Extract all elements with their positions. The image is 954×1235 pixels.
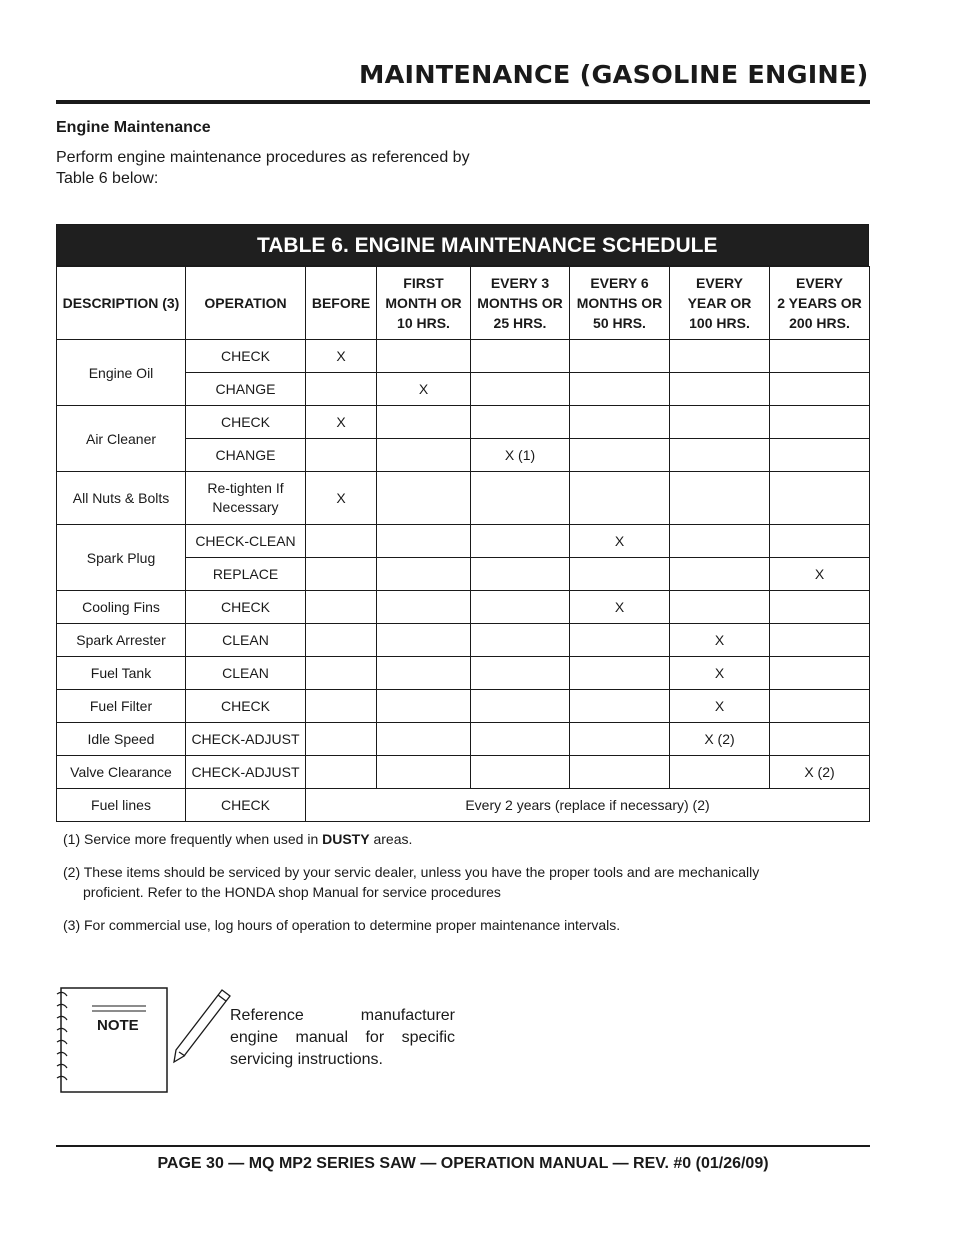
operation-cell [186,789,306,822]
interval-cell [570,723,670,756]
maintenance-table [56,224,869,822]
table-row [57,591,870,624]
interval-cell [670,756,770,789]
interval-cell [670,525,770,558]
interval-cell [377,591,471,624]
operation-line: CHANGE [215,381,276,397]
interval-cell [377,690,471,723]
interval-cell [306,591,377,624]
footnotes [63,829,823,948]
operation-cell [186,439,306,472]
interval-cell [306,525,377,558]
operation-cell [186,340,306,373]
interval-cell: X (2) [770,756,870,789]
interval-cell [570,690,670,723]
interval-cell [377,406,471,439]
operation-cell [186,756,306,789]
interval-cell [670,558,770,591]
note-notebook-icon [56,986,167,1092]
interval-cell [306,373,377,406]
interval-cell [306,690,377,723]
note-label: NOTE [97,1017,139,1034]
column-header-line: 25 HRS. [493,315,547,331]
description-cell: Fuel Tank [57,657,186,690]
interval-cell [770,472,870,525]
interval-cell [670,472,770,525]
table-body [57,340,870,822]
column-header [670,267,770,340]
table-caption: TABLE 6. ENGINE MAINTENANCE SCHEDULE [56,224,869,266]
interval-cell: X [377,373,471,406]
column-header-line: DESCRIPTION (3) [62,295,180,311]
interval-cell [570,340,670,373]
interval-cell: X [570,591,670,624]
operation-line: REPLACE [212,566,279,582]
interval-cell [306,439,377,472]
title-divider [56,100,870,104]
column-header-line: FIRST [403,275,444,291]
interval-cell [471,525,570,558]
interval-cell: X [570,525,670,558]
column-header-line: MONTHS OR [477,295,563,311]
interval-cell [670,406,770,439]
column-header [377,267,471,340]
table-row [57,472,870,525]
operation-line: CHECK [220,698,270,714]
interval-cell [471,657,570,690]
table-row [57,525,870,558]
column-header-line: EVERY 3 [490,275,550,291]
interval-cell [377,340,471,373]
table-row [57,690,870,723]
interval-cell [471,558,570,591]
interval-cell [770,624,870,657]
interval-cell [471,591,570,624]
interval-cell [570,406,670,439]
interval-cell: X [770,558,870,591]
maintenance-schedule-table [56,266,870,822]
interval-cell [377,723,471,756]
operation-cell [186,690,306,723]
interval-cell [377,558,471,591]
interval-cell [670,439,770,472]
operation-line: CLEAN [222,665,269,681]
footnote-1-emphasis: DUSTY [322,831,370,847]
operation-line: CHECK [220,348,270,364]
interval-cell [471,472,570,525]
table-row [57,789,870,822]
interval-cell [770,406,870,439]
column-header [471,267,570,340]
interval-cell [306,657,377,690]
interval-cell [770,591,870,624]
description-cell: All Nuts & Bolts [57,472,186,525]
interval-cell [377,624,471,657]
interval-cell [770,657,870,690]
operation-line: Re-tighten If [207,480,284,496]
description-cell: Air Cleaner [57,406,186,472]
table-row [57,756,870,789]
interval-cell [377,657,471,690]
interval-cell [471,690,570,723]
column-header-line: 100 HRS. [689,315,750,331]
note-text: Reference manufacturer engine manual for specific servicing instructions. [230,1007,455,1068]
interval-cell [471,756,570,789]
interval-cell: X (1) [471,439,570,472]
column-header [186,267,306,340]
operation-line: CHECK [220,599,270,615]
interval-cell [770,439,870,472]
footnote-2-line-1: (2) These items should be serviced by your servic dealer, unless you have the proper tools and are mechanically [63,864,760,880]
column-header-line: 10 HRS. [397,315,450,331]
operation-line: CHECK [220,797,270,813]
column-header-line: 200 HRS. [789,315,850,331]
operation-cell [186,525,306,558]
footnote-3: (3) For commercial use, log hours of operation to determine proper maintenance intervals. [63,917,621,933]
interval-cell [306,723,377,756]
operation-line: CHECK-ADJUST [191,764,300,780]
description-cell: Valve Clearance [57,756,186,789]
interval-cell [570,657,670,690]
interval-cell [770,723,870,756]
interval-cell [306,624,377,657]
column-header-line: YEAR OR [687,295,752,311]
column-header [306,267,377,340]
page-footer: PAGE 30 — MQ MP2 SERIES SAW — OPERATION MANUAL — REV. #0 (01/26/09) [157,1155,769,1172]
column-header-line: EVERY [796,275,843,291]
interval-cell: X (2) [670,723,770,756]
description-cell: Spark Plug [57,525,186,591]
column-header [57,267,186,340]
operation-cell [186,472,306,525]
interval-cell [770,525,870,558]
interval-cell: X [306,340,377,373]
interval-cell [306,756,377,789]
operation-line: Necessary [212,499,279,515]
interval-cell [570,756,670,789]
interval-cell [377,472,471,525]
footnote-1-end: areas. [369,831,413,847]
footnote-1-text: (1) Service more frequently when used in [63,831,323,847]
operation-cell [186,723,306,756]
footnote-2 [63,862,823,902]
interval-cell: X [670,657,770,690]
operation-line: CHECK-CLEAN [195,533,296,549]
interval-span-cell: Every 2 years (replace if necessary) (2) [306,789,870,822]
operation-line: CHECK-ADJUST [191,731,300,747]
interval-cell [670,373,770,406]
column-header-line: EVERY [696,275,743,291]
interval-cell [471,723,570,756]
operation-line: CHANGE [215,447,276,463]
operation-cell [186,406,306,439]
note-graphic [56,986,246,1096]
column-header [570,267,670,340]
description-cell: Fuel lines [57,789,186,822]
interval-cell [570,558,670,591]
interval-cell: X [670,690,770,723]
description-cell: Engine Oil [57,340,186,406]
interval-cell [471,340,570,373]
interval-cell [377,439,471,472]
interval-cell [570,373,670,406]
column-header [770,267,870,340]
interval-cell: X [670,624,770,657]
footer-divider [56,1145,870,1147]
table-row [57,657,870,690]
interval-cell [471,373,570,406]
description-cell: Idle Speed [57,723,186,756]
interval-cell [770,373,870,406]
operation-line: CLEAN [222,632,269,648]
description-cell: Fuel Filter [57,690,186,723]
operation-line: CHECK [220,414,270,430]
interval-cell [670,591,770,624]
interval-cell [377,525,471,558]
footnote-1 [63,829,823,849]
interval-cell [377,756,471,789]
interval-cell: X [306,406,377,439]
interval-cell [770,690,870,723]
description-cell: Cooling Fins [57,591,186,624]
interval-cell [570,624,670,657]
table-row [57,624,870,657]
interval-cell [471,406,570,439]
column-header-line: EVERY 6 [590,275,649,291]
column-header-line: BEFORE [311,295,371,311]
column-header-line: MONTHS OR [576,295,663,311]
interval-cell [770,340,870,373]
column-header-line: 2 YEARS OR [777,295,862,311]
interval-cell [306,558,377,591]
footnote-2-line-2: proficient. Refer to the HONDA shop Manual for service procedures [83,884,501,900]
operation-cell [186,558,306,591]
operation-cell [186,624,306,657]
section-heading: Engine Maintenance [56,119,211,136]
table-row [57,340,870,373]
table-header-row [57,267,870,340]
table-row [57,723,870,756]
intro-paragraph: Perform engine maintenance procedures as referenced by Table 6 below: [56,149,470,187]
operation-cell [186,591,306,624]
operation-cell [186,373,306,406]
interval-cell [670,340,770,373]
interval-cell: X [306,472,377,525]
interval-cell [471,624,570,657]
operation-cell [186,657,306,690]
interval-cell [570,439,670,472]
column-header-line: MONTH OR [385,295,462,311]
table-row [57,406,870,439]
column-header-line: OPERATION [204,295,287,311]
page-title: MAINTENANCE (GASOLINE ENGINE) [358,60,868,89]
interval-cell [570,472,670,525]
column-header-line: 50 HRS. [593,315,646,331]
description-cell: Spark Arrester [57,624,186,657]
